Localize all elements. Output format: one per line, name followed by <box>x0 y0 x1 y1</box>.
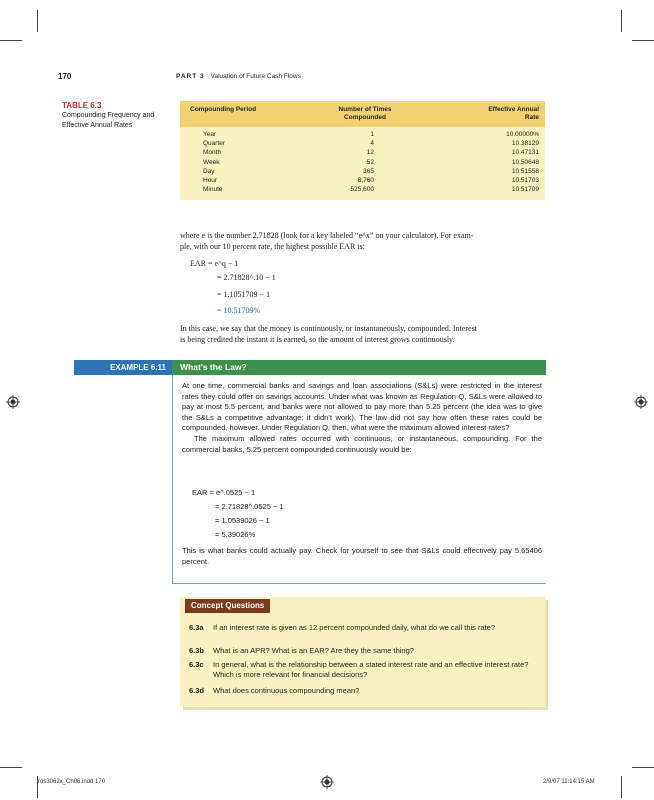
table-row <box>180 149 545 158</box>
crop-mark <box>37 10 38 32</box>
equation-line: = 1.1051709 − 1 <box>217 290 271 299</box>
table-cell: Week <box>203 158 220 166</box>
table-cell: 8,760 <box>357 176 374 184</box>
table-label: TABLE 6.3 <box>62 101 102 110</box>
concept-question <box>189 646 539 656</box>
concept-question <box>189 623 539 643</box>
table-cell: Hour <box>203 176 218 184</box>
compounding-table <box>180 101 545 200</box>
registration-mark-icon <box>6 395 20 409</box>
table-header <box>180 101 545 127</box>
question-text: In general, what is the relationship between a stated interest rate and an effective interest rate? Which is more relevant for financial decisions? <box>213 660 529 679</box>
part-label: PART 3 <box>176 73 205 80</box>
concept-questions-title: Concept Questions <box>185 599 270 613</box>
concept-question <box>189 660 539 680</box>
table-cell: 365 <box>363 167 374 175</box>
table-cell: Day <box>203 167 215 175</box>
table-cell: 12 <box>366 149 374 157</box>
timestamp-slug: 2/9/07 11:14:15 AM <box>543 779 595 785</box>
body-paragraph <box>180 323 546 345</box>
example-paragraph: At one time, commercial banks and savings and loan associations (S&Ls) were restricted in the interest rates they could offer on savings accounts. Under what was known as Regulation Q, S&Ls were allowed to pay at most 5.5 percent, and banks were not allowed to pay more than 5.25 percent (the idea was to give the S&Ls a competitive advantage; it didn’t work). The law did not say how often these rates could be compounded, however. Under Regulation Q, then, what were the maximum allowed interest rates? <box>182 381 542 433</box>
equation-line: EAR = e^.0525 − 1 <box>192 488 256 497</box>
example-body <box>182 546 542 567</box>
question-number: 6.3a <box>189 623 204 632</box>
column-header: Number of Times Compounded <box>338 106 392 121</box>
body-paragraph <box>180 230 546 252</box>
table-cell: 10.51703 <box>511 176 539 184</box>
registration-mark-icon <box>320 775 334 789</box>
column-header: Effective Annual Rate <box>488 106 539 121</box>
equation-line: EAR = e^q − 1 <box>190 259 239 268</box>
table-caption <box>62 100 174 131</box>
table-row <box>180 159 545 168</box>
question-text: What is an APR? What is an EAR? Are they the same thing? <box>213 646 414 655</box>
example-border <box>172 583 546 584</box>
table-cell: Month <box>203 149 222 157</box>
crop-mark <box>0 767 22 768</box>
crop-mark <box>621 10 622 32</box>
question-number: 6.3c <box>189 660 204 669</box>
column-header: Compounding Period <box>190 106 257 113</box>
text-line: is being credited the instant it is earned, so the amount of interest grows continuously. <box>180 335 455 344</box>
part-title: Valuation of Future Cash Flows <box>210 73 301 80</box>
table-row <box>180 186 545 195</box>
crop-mark <box>632 767 654 768</box>
text-line: In this case, we say that the money is continuously, or instantaneously, compounded. Interest <box>180 324 477 333</box>
equation-line: = 2.71828^.10 − 1 <box>217 273 276 282</box>
table-cell: Minute <box>203 186 223 194</box>
table-caption-text: Compounding Frequency and Effective Annual Rates <box>62 112 155 129</box>
table-cell: Year <box>203 131 217 138</box>
table-cell: 1 <box>370 131 374 138</box>
table-cell: Quarter <box>203 140 226 148</box>
table-cell: 52 <box>366 158 374 166</box>
table-row <box>180 140 545 149</box>
question-text: If an interest rate is given as 12 percent compounded daily, what do we call this rate? <box>213 623 496 632</box>
example-paragraph: The maximum allowed rates occurred with continuous, or instantaneous, compounding. For the commercial banks, 5.25 percent compounded continuously would be: <box>182 433 542 454</box>
example-title: What’s the Law? <box>172 360 546 375</box>
equation-result: = 5.39026% <box>215 530 256 539</box>
question-number: 6.3d <box>189 686 205 695</box>
example-paragraph: This is what banks could actually pay. Check for yourself to see that S&Ls could effectively pay 5.65406 percent. <box>182 546 542 566</box>
table-cell: 525,600 <box>350 186 374 194</box>
table-row <box>180 168 545 177</box>
table-cell: 10.47131 <box>511 149 539 157</box>
equation-result: = 10.51709% <box>217 306 261 315</box>
question-number: 6.3b <box>189 646 205 655</box>
example-body <box>182 381 542 455</box>
table-body <box>180 127 545 200</box>
running-header <box>176 73 301 80</box>
table-cell: 10.38129 <box>511 140 539 148</box>
file-slug: ros3062x_Ch06.indd 170 <box>38 779 106 785</box>
table-row <box>180 177 545 186</box>
crop-mark <box>621 776 622 798</box>
example-border <box>172 375 173 583</box>
page-number: 170 <box>58 72 72 81</box>
crop-mark <box>632 40 654 41</box>
concept-question <box>189 686 539 696</box>
table-cell: 10.00000% <box>506 131 539 138</box>
table-row <box>180 131 545 140</box>
equation-line: = 2.71828^.0525 − 1 <box>215 502 284 511</box>
crop-mark <box>0 40 22 41</box>
text-line: ple, with our 10 percent rate, the highest possible EAR is: <box>180 242 365 251</box>
table-cell: 10.50648 <box>511 158 539 166</box>
question-text: What does continuous compounding mean? <box>213 686 360 695</box>
table-cell: 10.51709 <box>511 186 539 194</box>
equation-ear-1 <box>190 259 238 273</box>
table-cell: 4 <box>370 140 374 148</box>
equation-line: = 1.0539026 − 1 <box>215 516 270 525</box>
table-cell: 10.51558 <box>511 167 539 175</box>
text-line: where e is the number 2.71828 (look for a key labeled “e^x” on your calculator). For exam- <box>180 231 474 240</box>
example-label: EXAMPLE 6.11 <box>74 360 172 375</box>
registration-mark-icon <box>634 395 648 409</box>
